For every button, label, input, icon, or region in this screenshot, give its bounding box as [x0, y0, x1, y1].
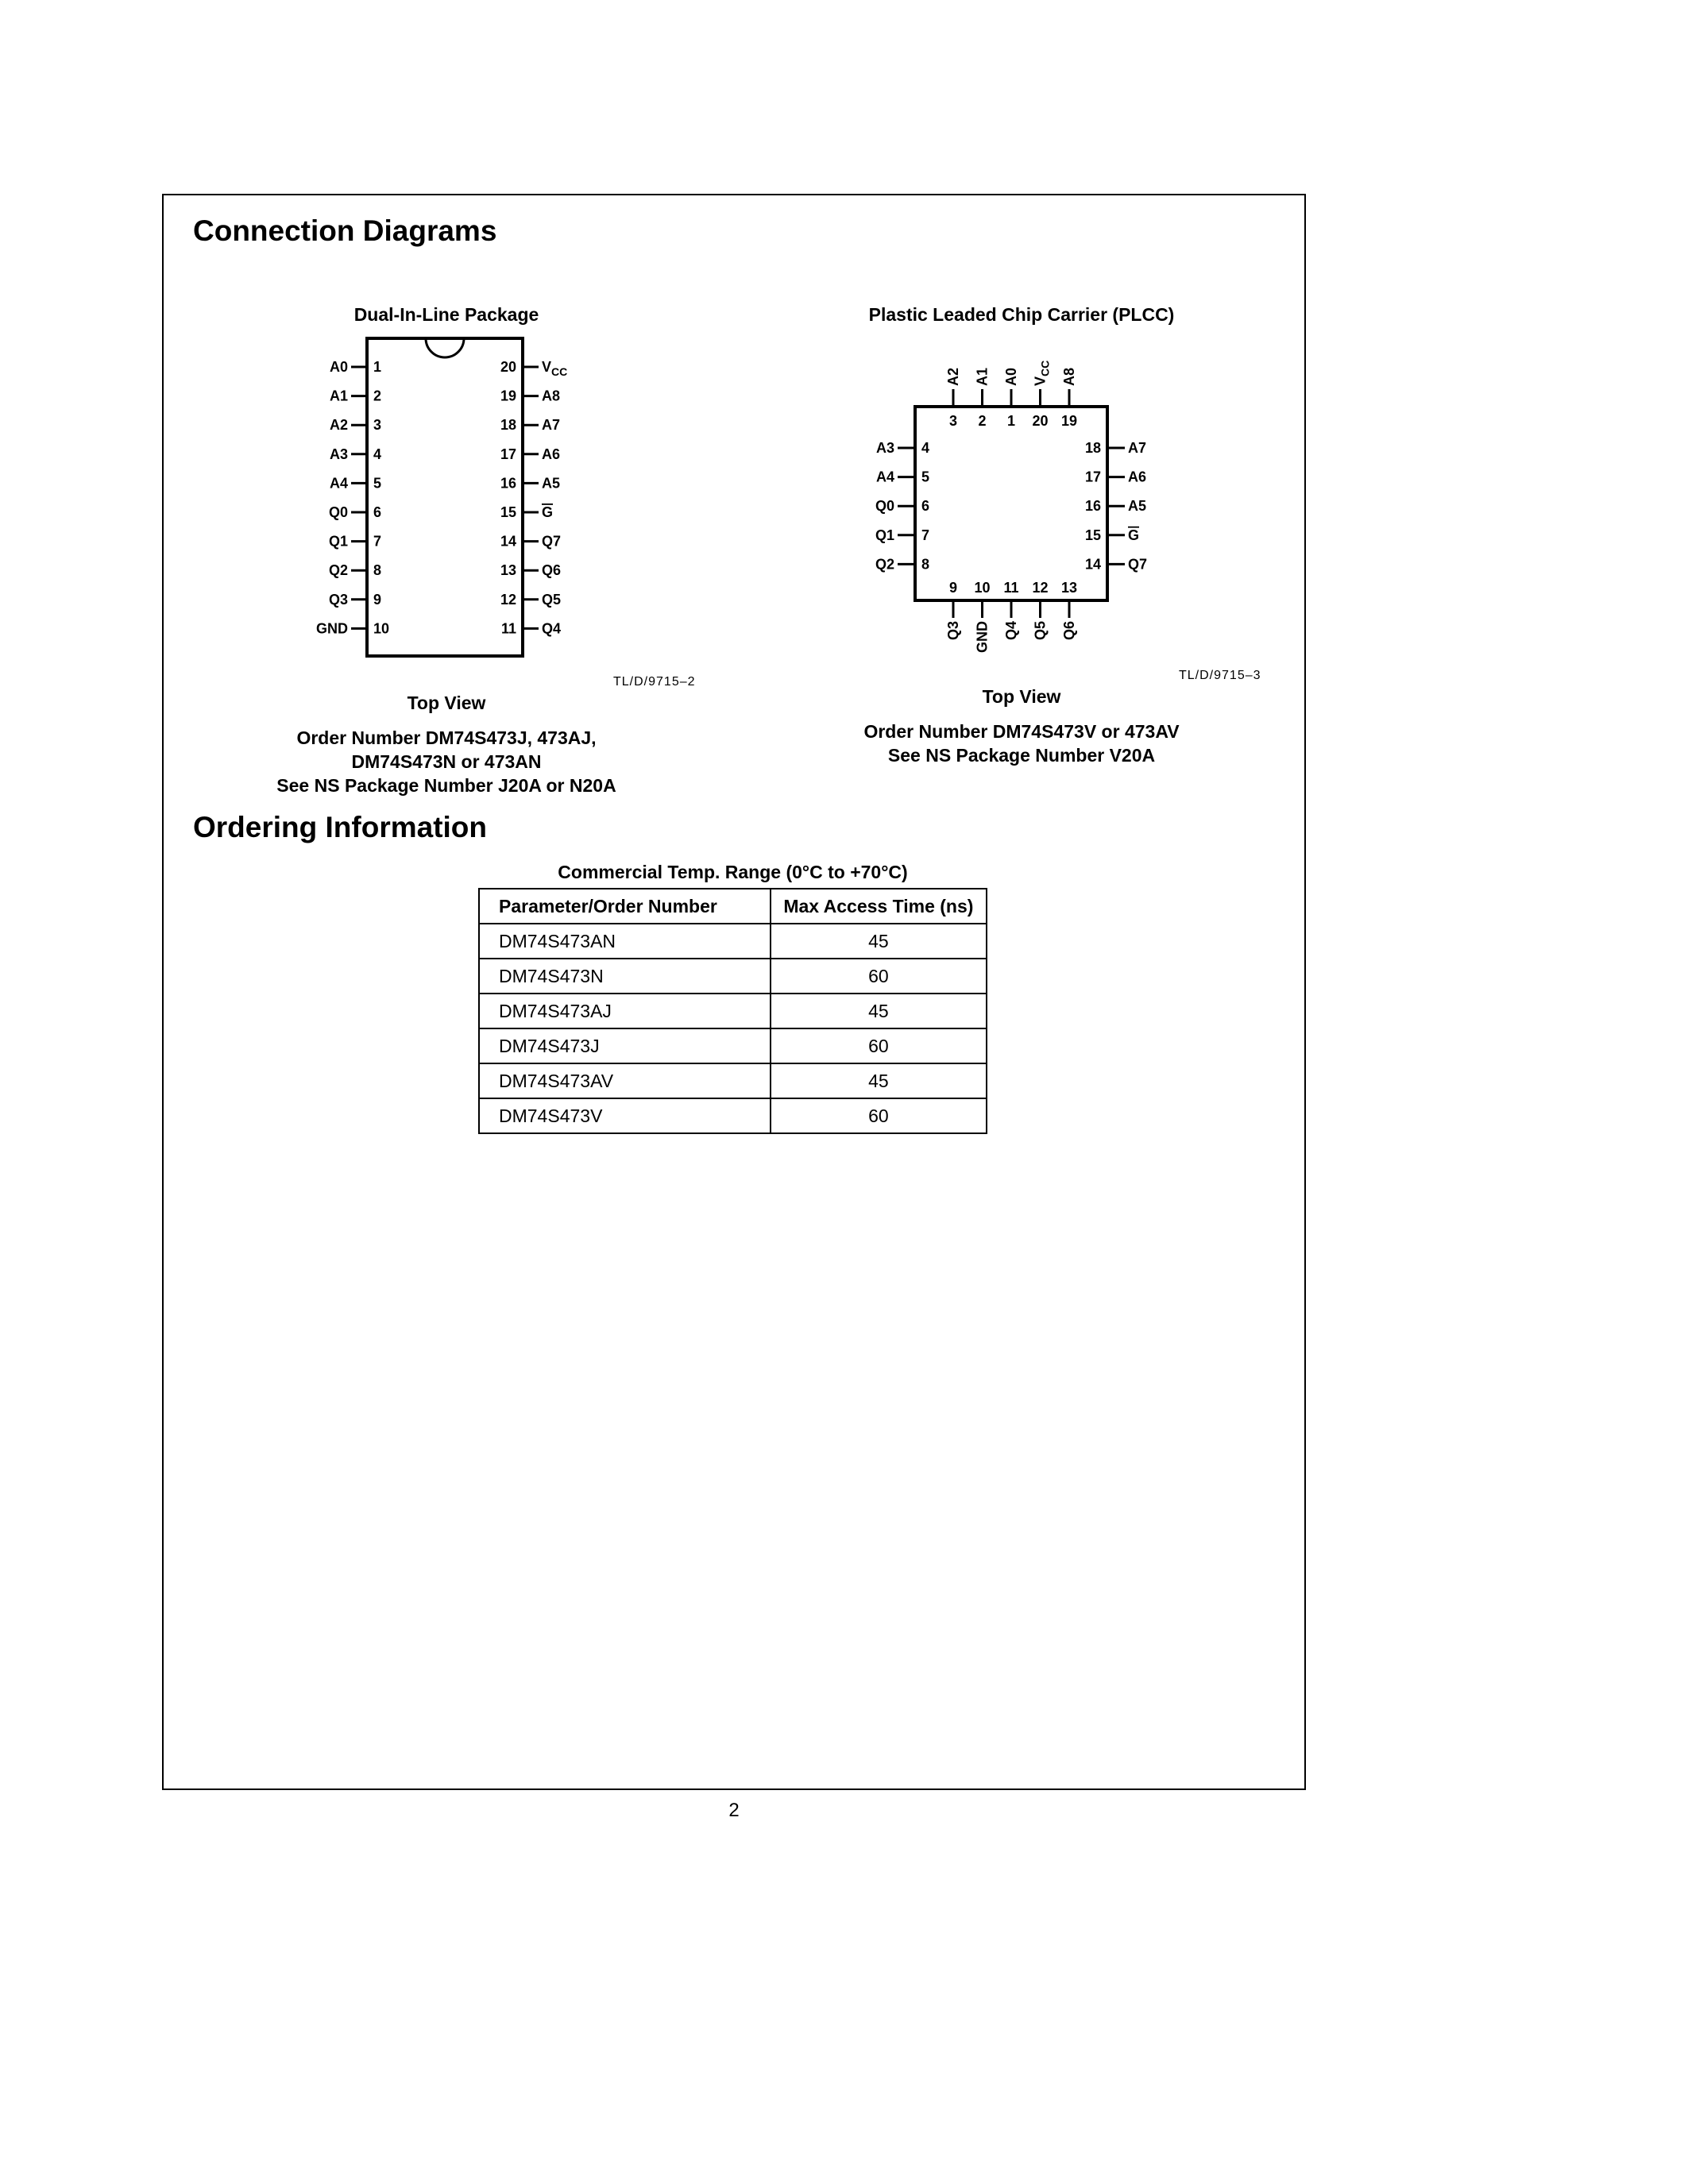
plcc-pin-number: 17 — [1084, 469, 1101, 485]
dip-pin-label: Q6 — [542, 562, 562, 579]
dip-order-line: See NS Package Number J20A or N20A — [276, 775, 616, 796]
access-time-cell: 45 — [771, 994, 987, 1028]
plcc-pin-label: A6 — [1128, 469, 1147, 485]
plcc-pin-label: A0 — [1003, 367, 1019, 386]
dip-pin-label: A7 — [542, 417, 561, 434]
plcc-pin-label: Q1 — [875, 527, 894, 543]
table-row — [479, 1063, 987, 1098]
dip-pin-label: Q0 — [328, 504, 348, 520]
dip-title: Dual-In-Line Package — [353, 304, 539, 325]
dip-order-line: Order Number DM74S473J, 473AJ, — [296, 727, 597, 748]
dip-pin-number: 1 — [373, 359, 382, 375]
plcc-pin-label: A4 — [875, 469, 894, 485]
dip-pin-number: 2 — [373, 388, 382, 404]
dip-pin-label: A5 — [542, 475, 561, 492]
dip-pin-number: 17 — [500, 446, 516, 462]
plcc-pin-number: 6 — [921, 498, 930, 515]
dip-pin-label: Q4 — [542, 620, 562, 637]
plcc-pin-label: A1 — [974, 367, 991, 386]
plcc-diagram — [858, 349, 1176, 659]
plcc-pin-label: A5 — [1128, 498, 1147, 515]
plcc-pin-number: 7 — [921, 527, 930, 543]
plcc-pin-number: 9 — [948, 580, 958, 596]
dip-pin-number: 18 — [500, 417, 516, 434]
dip-pin-number: 14 — [500, 533, 516, 550]
plcc-pin-label: Q7 — [1128, 556, 1148, 573]
plcc-pin-number: 11 — [1003, 580, 1019, 596]
dip-pin-label: Q3 — [328, 591, 348, 608]
plcc-title: Plastic Leaded Chip Carrier (PLCC) — [868, 304, 1175, 325]
access-time-cell: 60 — [771, 1098, 987, 1133]
table-row — [479, 924, 987, 959]
dip-pin-label: A0 — [329, 359, 348, 375]
dip-pin-number: 3 — [373, 417, 382, 434]
dip-pin-number: 8 — [373, 562, 382, 579]
dip-pin-label: A6 — [542, 446, 561, 462]
dip-pin-number: 19 — [500, 388, 516, 404]
dip-order-line: DM74S473N or 473AN — [351, 751, 542, 772]
plcc-pin-label: Q4 — [1003, 621, 1019, 641]
dip-pin-label: A8 — [542, 388, 561, 404]
plcc-pin-number: 13 — [1060, 580, 1078, 596]
order-number-cell: DM74S473AV — [479, 1063, 771, 1098]
connection-diagrams-heading: Connection Diagrams — [193, 214, 497, 247]
dip-pin-number: 13 — [500, 562, 516, 579]
plcc-pin-label: Q3 — [945, 621, 961, 641]
plcc-pin-label: Q6 — [1061, 621, 1077, 641]
dip-diagram — [302, 326, 588, 675]
table-row — [479, 1028, 987, 1063]
plcc-order-info — [823, 720, 1220, 767]
plcc-pin-number: 20 — [1032, 413, 1049, 429]
plcc-pin-number: 10 — [974, 580, 991, 596]
plcc-pin-label: G — [1128, 527, 1140, 543]
plcc-pin-number: 3 — [948, 413, 958, 429]
access-time-cell: 60 — [771, 959, 987, 994]
dip-notch — [426, 338, 464, 357]
plcc-pin-label: GND — [974, 621, 991, 653]
dip-pin-number: 15 — [500, 504, 516, 520]
plcc-body — [915, 407, 1107, 600]
plcc-order-line: Order Number DM74S473V or 473AV — [863, 721, 1180, 742]
plcc-pin-label: $V_{CC}$ — [1032, 360, 1052, 386]
table-header-cell: Parameter/Order Number — [479, 889, 771, 924]
plcc-order-line: See NS Package Number V20A — [887, 745, 1156, 766]
dip-pin-number: 4 — [373, 446, 382, 462]
dip-pin-number: 20 — [500, 359, 516, 375]
access-time-cell: 45 — [771, 1063, 987, 1098]
dip-body — [367, 338, 523, 656]
plcc-figure-id: TL/D/9715–3 — [1179, 669, 1261, 682]
table-row — [479, 1098, 987, 1133]
plcc-pin-number: 12 — [1032, 580, 1049, 596]
table-row — [479, 994, 987, 1028]
plcc-pin-number: 16 — [1084, 498, 1101, 515]
table-header-cell: Max Access Time (ns) — [771, 889, 987, 924]
ordering-caption: Commercial Temp. Range (0°C to +70°C) — [558, 862, 908, 882]
order-number-cell: DM74S473AN — [479, 924, 771, 959]
dip-pin-label: A1 — [329, 388, 348, 404]
ordering-table — [478, 888, 987, 1134]
order-number-cell: DM74S473N — [479, 959, 771, 994]
plcc-pin-number: 4 — [921, 440, 930, 456]
plcc-pin-label: A7 — [1128, 440, 1147, 456]
plcc-pin-number: 1 — [1006, 413, 1016, 429]
ordering-information-heading: Ordering Information — [193, 811, 487, 843]
plcc-pin-label: A2 — [945, 367, 961, 386]
plcc-pin-number: 15 — [1084, 527, 1101, 543]
dip-pin-number: 12 — [500, 591, 516, 608]
dip-pin-label: $V_{CC}$ — [542, 359, 568, 378]
dip-pin-label: A3 — [329, 446, 348, 462]
access-time-cell: 60 — [771, 1028, 987, 1063]
access-time-cell: 45 — [771, 924, 987, 959]
plcc-pin-number: 2 — [978, 413, 987, 429]
table-row — [479, 959, 987, 994]
order-number-cell: DM74S473V — [479, 1098, 771, 1133]
plcc-pin-number: 5 — [921, 469, 930, 485]
table-header-row — [479, 889, 987, 924]
plcc-pin-label: A8 — [1061, 367, 1077, 386]
dip-pin-label: GND — [316, 620, 348, 637]
plcc-pin-number: 8 — [921, 556, 930, 573]
dip-pin-label: Q5 — [542, 591, 562, 608]
plcc-pin-label: A3 — [875, 440, 894, 456]
dip-figure-id: TL/D/9715–2 — [613, 675, 696, 689]
plcc-pin-label: Q5 — [1032, 621, 1049, 641]
dip-pin-number: 11 — [500, 620, 516, 637]
dip-top-view: Top View — [407, 693, 486, 713]
dip-pin-number: 5 — [373, 475, 382, 492]
dip-pin-label: A2 — [329, 417, 348, 434]
plcc-pin-number: 14 — [1084, 556, 1101, 573]
dip-pin-label: Q2 — [328, 562, 348, 579]
order-number-cell: DM74S473AJ — [479, 994, 771, 1028]
plcc-pin-label: Q2 — [875, 556, 894, 573]
dip-pin-number: 10 — [373, 620, 390, 637]
dip-pin-label: A4 — [329, 475, 348, 492]
plcc-pin-number: 19 — [1060, 413, 1078, 429]
plcc-pin-label: Q0 — [875, 498, 894, 515]
dip-pin-label: Q1 — [328, 533, 348, 550]
page-number: 2 — [728, 1800, 740, 1821]
dip-pin-label: Q7 — [542, 533, 562, 550]
dip-pin-label: G — [542, 504, 554, 520]
order-number-cell: DM74S473J — [479, 1028, 771, 1063]
dip-pin-number: 7 — [373, 533, 382, 550]
dip-order-info — [248, 726, 645, 797]
plcc-top-view: Top View — [982, 686, 1061, 707]
dip-pin-number: 9 — [373, 591, 382, 608]
dip-pin-number: 6 — [373, 504, 382, 520]
plcc-pin-number: 18 — [1084, 440, 1101, 456]
dip-pin-number: 16 — [500, 475, 516, 492]
